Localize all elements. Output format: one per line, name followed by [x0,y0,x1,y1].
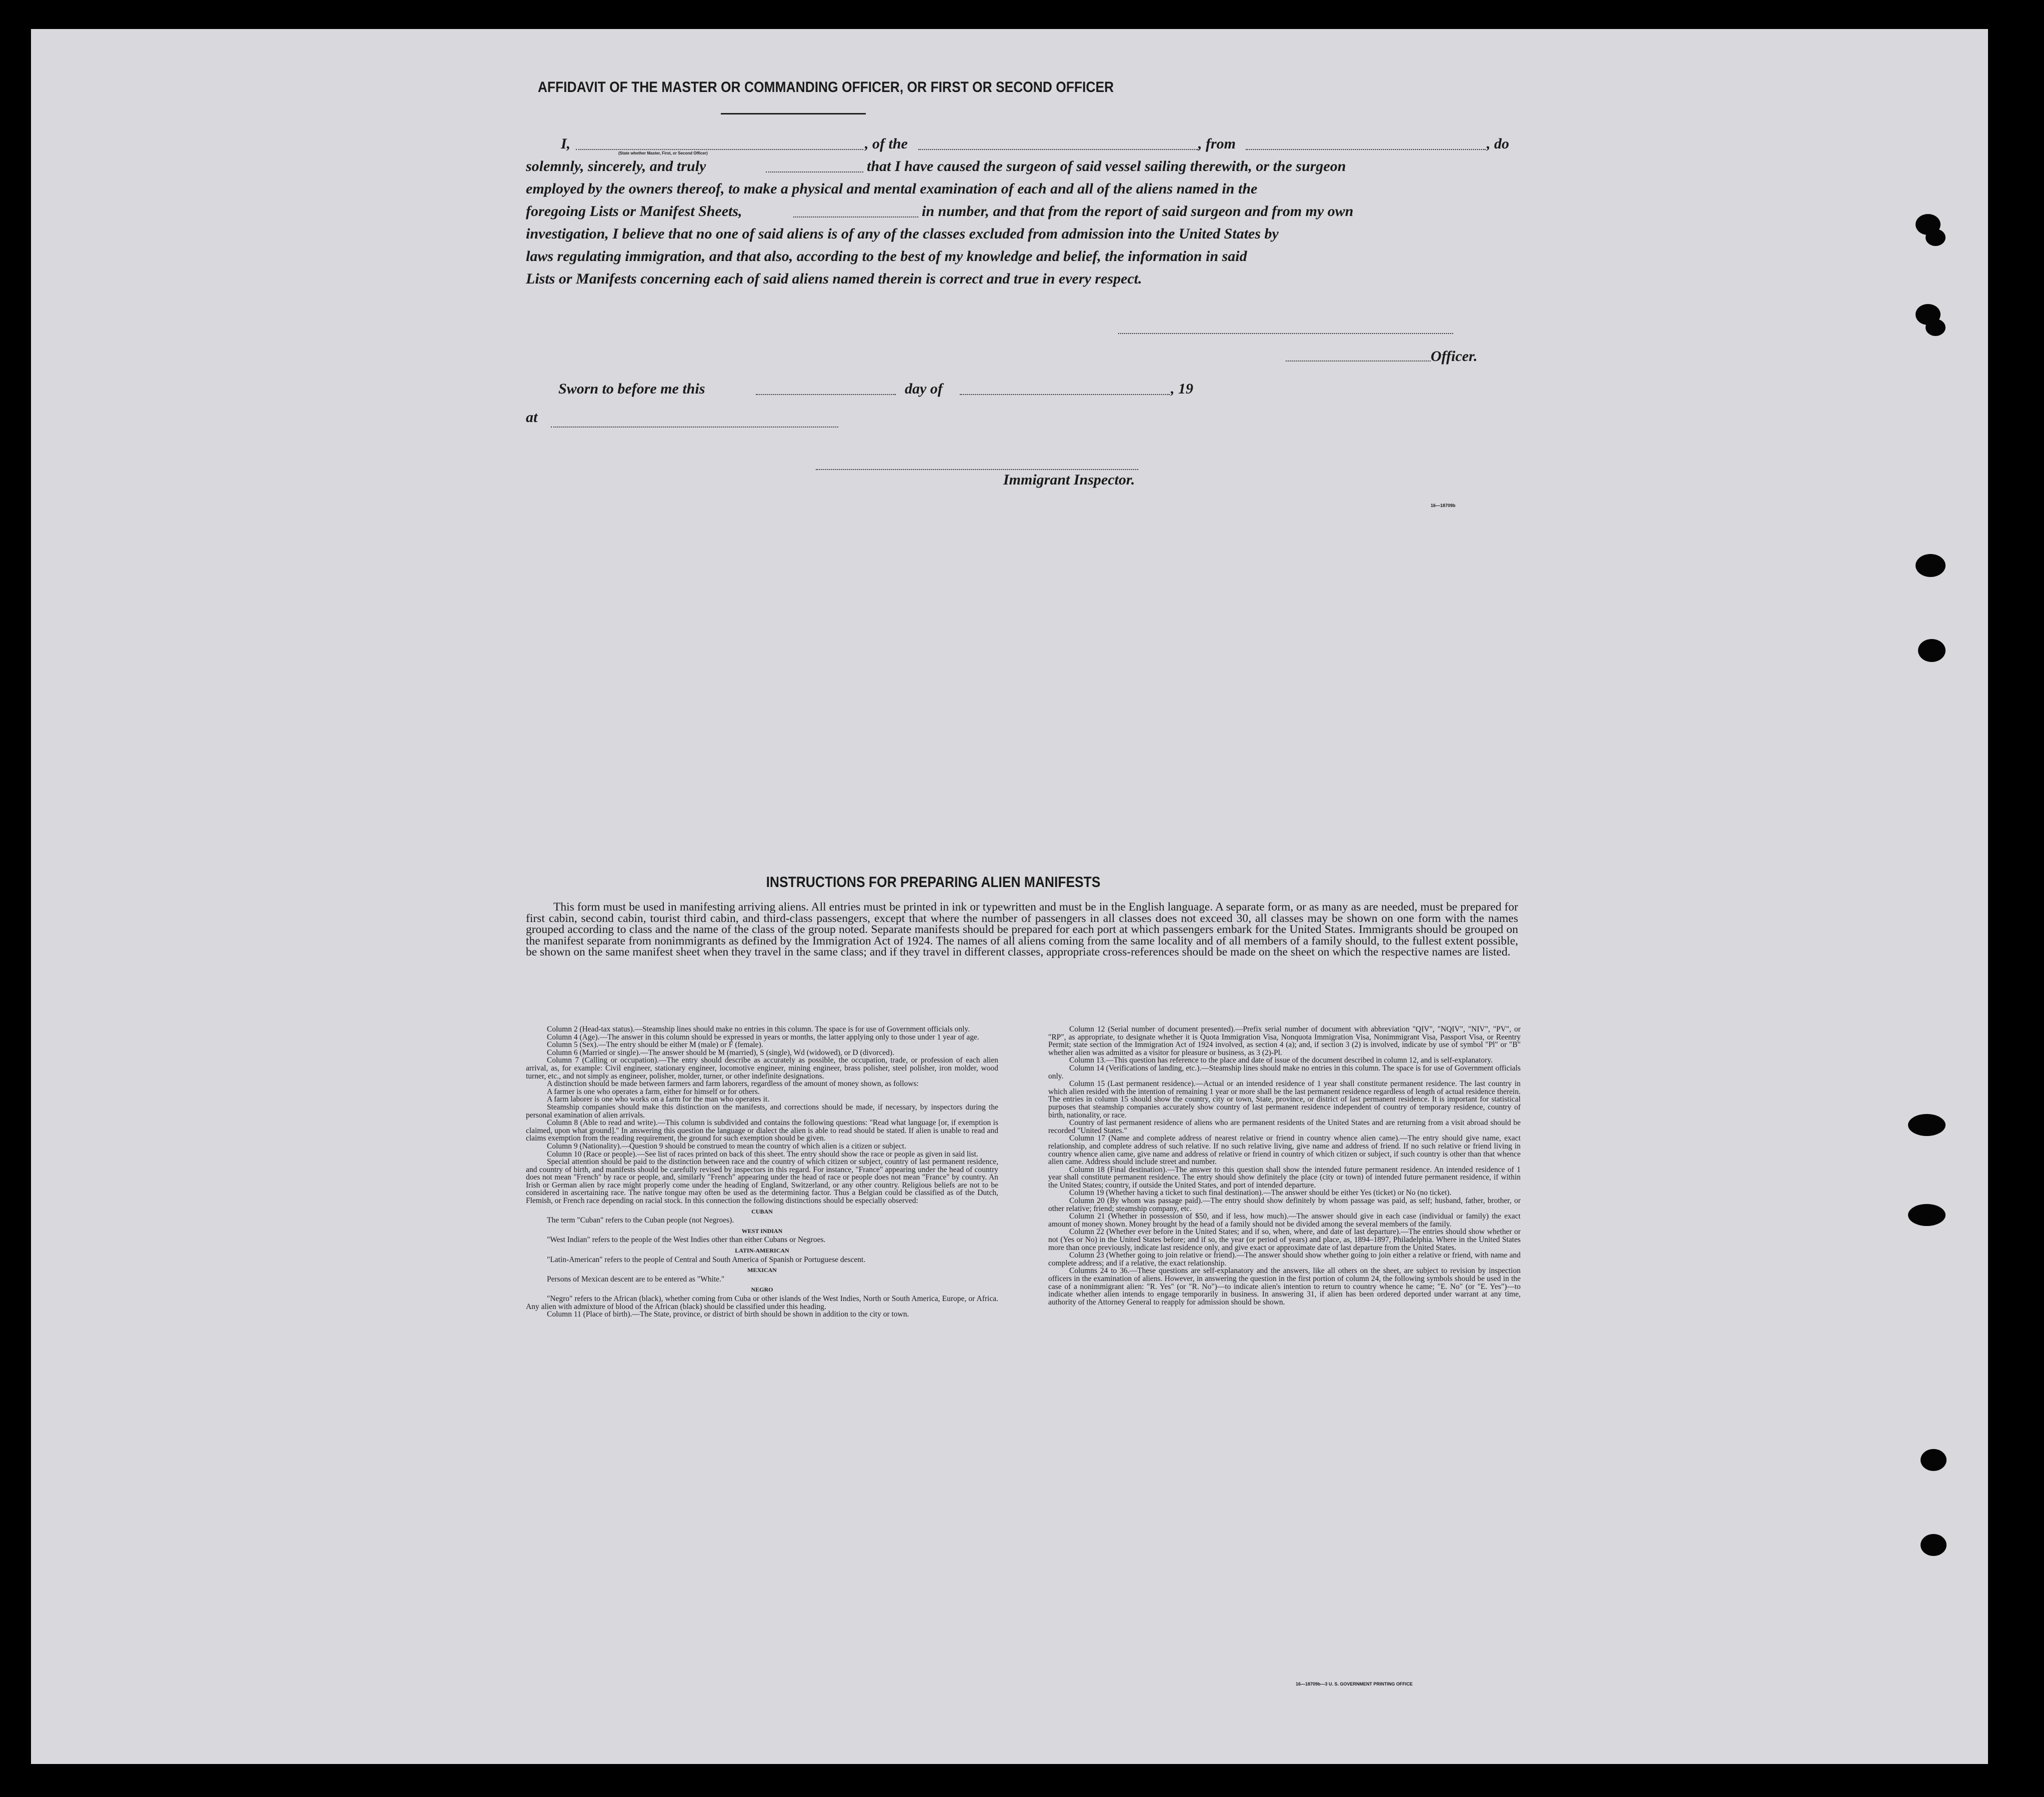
inspector-line [816,469,1138,470]
month-line [960,394,1170,395]
affidavit-line4: investigation, I believe that no one of said aliens is of any of the classes excluded from admission into the United States by [526,226,1279,242]
document-page [31,29,1988,1764]
officer-rank-line [576,149,863,150]
affidavit-line6: Lists or Manifests concerning each of said aliens named therein is correct and true in every respect. [526,270,1142,287]
punch-hole [1926,229,1946,246]
punch-hole [1908,1114,1946,1136]
day-of-label: day of [905,380,943,397]
instructions-intro: This form must be used in manifesting arriving aliens. All entries must be printed in ink or typewritten and must be in the English language. A separate form, or as many as are needed, must be prepared for first cabin, second cabin, tourist third cabin, and third-class passengers, except that where the number of passengers in all classes does not exceed 30, all classes may be shown on one form with the names grouped according to class and the name of the class of the group noted. Separate manifests should be prepared for each port at which passengers embark for the United States. Immigrants should be grouped on the manifest separate from nonimmigrants as defined by the Immigration Act of 1924. The names of all aliens coming from the same locality and of all members of a family should, to the fullest extent possible, be shown on the same manifest sheet when they travel in the same class; and if they travel in different classes, appropriate cross-references should be made on the sheet on which the respective names are listed. [526,900,1518,959]
place-line [551,426,838,428]
at-label: at [526,409,538,426]
affidavit-i: I, [561,136,571,152]
affidavit-line3a: foregoing Lists or Manifest Sheets, [526,203,742,220]
title-underline [721,113,866,114]
port-line [1246,149,1486,150]
punch-hole [1921,1449,1947,1471]
instructions-footer: 16—18709b—3 U. S. GOVERNMENT PRINTING OFFICE [1296,1682,1413,1686]
vessel-line [918,149,1198,150]
affidavit-from: , from [1198,136,1236,152]
affidavit-line3b: in number, and that from the report of said surgeon and from my own [922,203,1354,220]
signature-line [1118,333,1453,334]
officer-label: Officer. [1431,348,1478,364]
affidavit-line2: employed by the owners thereof, to make a physical and mental examination of each and all of the aliens named in the [526,180,1258,197]
affidavit-line1: solemnly, sincerely, and truly [526,158,706,174]
affidavit-do: , do [1487,136,1509,152]
year-label: , 19 [1171,380,1193,397]
officer-line [1286,360,1431,362]
sworn-day-line [756,394,896,395]
instructions-title: INSTRUCTIONS FOR PREPARING ALIEN MANIFESTS [766,874,1101,890]
affidavit-form-number: 16—18709b [1431,503,1456,508]
affidavit-line1b: that I have caused the surgeon of said vessel sailing therewith, or the surgeon [867,158,1346,174]
officer-rank-note: (State whether Master, First, or Second Officer) [618,151,708,156]
punch-hole [1926,319,1946,336]
left-column: Column 2 (Head-tax status).—Steamship lines should make no entries in this column. The space is for use of Government officials only. Column 4 (Age).—The answer in this column should be expressed in years or months, the latter applying only to those under 1 year of age. Column 5 (Sex).—The entry should be either M (male) or F (female). Column 6 (Married or single).—The answer should be M (married), S (single), Wd (widowed), or D (divorced). Column 7 (Calling or occupation).—The entry should describe as accurately as possible, the occupation, trade, or profession of each alien arrival, as, for example: Civil engineer, stationary engineer, locomotive engineer, mining engineer, brass polisher, steel polisher, iron molder, wood turner, etc., and not simply as engineer, polisher, molder, turner, or other indefinite designations. A distinction should be made between farmers and farm laborers, regardless of the amount of money shown, as follows: A farmer is one who operates a farm, either for himself or for others. A farm laborer is one who works on a farm for the man who operates it. Steamship companies should make this distinction on the manifests, and corrections should be made, if necessary, by inspectors during the personal examination of alien arrivals. Column 8 (Able to read and write).—This column is subdivided and contains the following questions: "Read what language [or, if exemption is claimed, upon what ground]." In answering this question the language or dialect the alien is able to read should be stated. If alien is unable to read and claims exemption from the reading requirement, the ground for such exemption should be given. Column 9 (Nationality).—Question 9 should be construed to mean the country of which alien is a citizen or subject. Column 10 (Race or people).—See list of races printed on back of this sheet. The entry should show the race or people as given in said list. Special attention should be paid to the distinction between race and the country of which citizen or subject, country of last permanent residence, and country of birth, and manifests should be carefully revised by inspectors in this regard. For instance, "France" appearing under the head of country does not mean "French" by race or people, and, similarly "French" appearing under the head of race or people does not mean "France" by country. An Irish or German alien by race might properly come under the heading of England, Switzerland, or any other country. Religious beliefs are not to be considered in ascertaining race. The native tongue may often be used as the determining factor. Thus a Belgian could be classified as of the Dutch, Flemish, or French race depending on racial stock. In this connection the following distinctions should be especially observed: CUBAN The term "Cuban" refers to the Cuban people (not Negroes). WEST INDIAN "West Indian" refers to the people of the West Indies other than either Cubans or Negroes. LATIN-AMERICAN "Latin-American" refers to the people of Central and South America of Spanish or Portuguese descent. MEXICAN Persons of Mexican descent are to be entered as "White." NEGRO "Negro" refers to the African (black), whether coming from Cuba or other islands of the West Indies, North or South America, Europe, or Africa. Any alien with admixture of blood of the African (black) should be classified under this heading. Column 11 (Place of birth).—The State, province, or district of birth should be shown in addition to the city or town. [526,1025,998,1319]
affidavit-title: AFFIDAVIT OF THE MASTER OR COMMANDING OFFICER, OR FIRST OR SECOND OFFICER [537,79,1114,96]
punch-hole [1921,1534,1947,1556]
inspector-label: Immigrant Inspector. [1003,472,1135,488]
right-column: Column 12 (Serial number of document presented).—Prefix serial number of document with abbreviation "QIV", "NQIV", "NIV", "PV", or "RP", as appropriate, to designate whether it is Quota Immigration Visa, Nonquota Immigration Visa, Nonimmigrant Visa, Passport Visa, or Reentry Permit; state section of the Immigration Act of 1924 involved, as section 4 (a); and, if section 3 (2) is involved, indicate by use of symbol "Pl" or "B" whether alien was admitted as a visitor for pleasure or business, as 3 (2)-Pl. Column 13.—This question has reference to the place and date of issue of the document described in column 12, and is self-explanatory. Column 14 (Verifications of landing, etc.).—Steamship lines should make no entries in this column. The space is for use of Government officials only. Column 15 (Last permanent residence).—Actual or an intended residence of 1 year shall constitute permanent residence. The last country in which alien resided with the intention of remaining 1 year or more shall be the last permanent residence regardless of length of actual residence therein. The entries in column 15 should show the country, city or town, State, province, or district of last permanent residence. It is important for statistical purposes that steamship companies accurately show country of last permanent residence independent of country of temporary residence, country of birth, nationality, or race. Country of last permanent residence of aliens who are permanent residents of the United States and are returning from a visit abroad should be recorded "United States." Column 17 (Name and complete address of nearest relative or friend in country whence alien came).—The entry should give name, exact relationship, and complete address of such relative. If no such relative living, give name and address of friend. If no such relative or friend living in country whence alien came, give name and address of relative or friend in country of which citizen or subject, if such country is other than that whence alien came. Address should include street and number. Column 18 (Final destination).—The answer to this question shall show the intended future permanent residence. An intended residence of 1 year shall constitute permanent residence. The entry should show definitely the place (city or town) of intended future permanent residence, if within the United States; country, if outside the United States, and port of intended departure. Column 19 (Whether having a ticket to such final destination).—The answer should be either Yes (ticket) or No (no ticket). Column 20 (By whom was passage paid).—The entry should show definitely by whom passage was paid, as self; husband, father, brother, or other relative; friend; steamship company, etc. Column 21 (Whether in possession of $50, and if less, how much).—The answer should give in each case (individual or family) the exact amount of money shown. Money brought by the head of a family should not be divided among the several members of the family. Column 22 (Whether ever before in the United States; and if so, when, where, and date of last departure).—The entries should show whether or not (Yes or No) in the United States before; and if so, the year (or period of years) and place, as, 1894–1897, Philadelphia. Where in the United States more than once previously, indicate last residence only, and give exact or approximate date of last departure from the United States. Column 23 (Whether going to join relative or friend).—The answer should show whether going to join either a relative or friend, with name and complete address; and if a relative, the exact relationship. Columns 24 to 36.—These questions are self-explanatory and the answers, like all others on the sheet, are subject to revision by inspection officers in the examination of aliens. However, in answering the question in the first portion of column 24, the following symbols should be used in the case of a nonimmigrant alien: "R. Yes" (or "R. No")—to indicate alien's intention to return to country whence he came; "E. No" (or "E. Yes")—to indicate whether alien intends to engage temporarily in business. In answering 31, if alien has been ordered deported under warrant at any time, authority of the Attorney General to reapply for admission should be shown. [1048,1025,1521,1306]
sworn-label: Sworn to before me this [558,380,705,397]
punch-hole [1916,554,1946,577]
affidavit-line5: laws regulating immigration, and that also, according to the best of my knowledge and belief, the information in said [526,248,1247,264]
punch-hole [1918,639,1946,662]
punch-hole [1908,1204,1946,1226]
affidavit-of-the: , of the [865,136,908,152]
count-line [793,216,918,218]
